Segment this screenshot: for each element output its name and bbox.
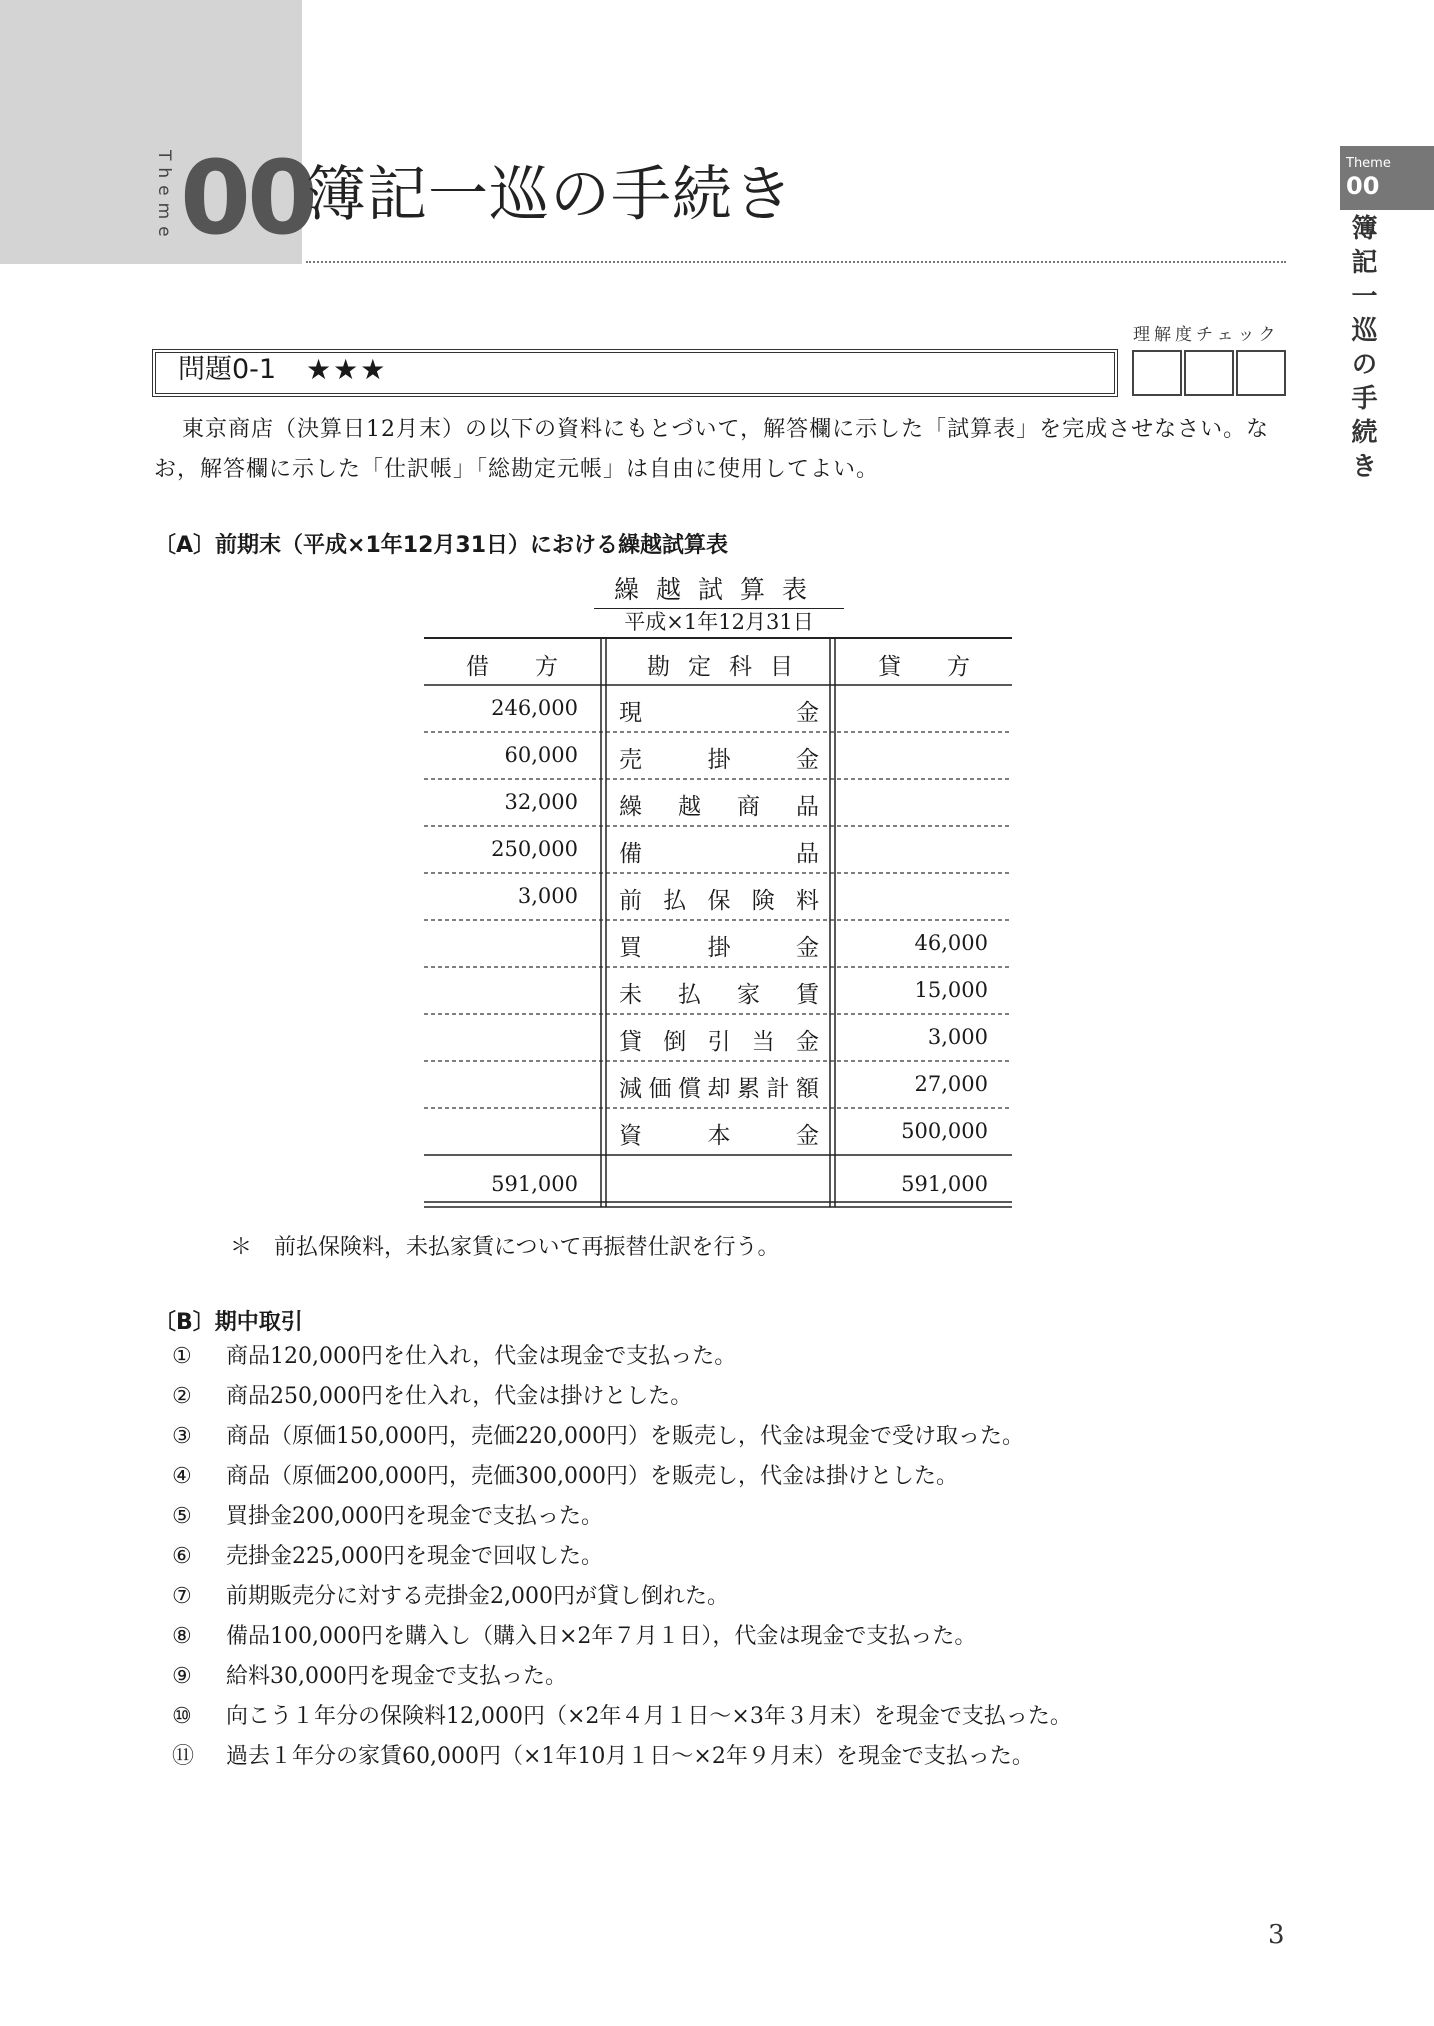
table-note: ＊ 前払保険料，未払家賃について再振替仕訳を行う。 [230, 1235, 780, 1260]
transaction-item [172, 1697, 1272, 1737]
check-box-2[interactable] [1184, 350, 1234, 396]
row-account: 資 本 金 [619, 1123, 819, 1149]
transaction-number: ⑨ [172, 1664, 192, 1689]
section-b-heading: 〔B〕期中取引 [154, 1310, 303, 1335]
transaction-number: ⑦ [172, 1584, 192, 1609]
row-debit: 246,000 [491, 696, 578, 720]
trial-balance-title: 繰越試算表 [594, 570, 844, 609]
transaction-number: ⑪ [172, 1744, 195, 1769]
row-account: 買 掛 金 [619, 935, 819, 961]
trial-balance-date: 平成×1年12月31日 [624, 610, 814, 634]
difficulty-stars: ★★★ [306, 353, 388, 386]
row-account: 繰 越 商 品 [619, 794, 819, 820]
transaction-item [172, 1497, 1272, 1537]
column-header-account: 勘定科目 [647, 654, 811, 680]
transaction-item [172, 1617, 1272, 1657]
row-credit: 500,000 [901, 1119, 988, 1143]
transaction-text: 売掛金225,000円を現金で回収した。 [226, 1544, 603, 1569]
transaction-number: ⑤ [172, 1504, 192, 1529]
transaction-number: ② [172, 1384, 192, 1409]
transaction-number: ④ [172, 1464, 192, 1489]
row-credit: 46,000 [914, 931, 988, 955]
transaction-number: ⑧ [172, 1624, 192, 1649]
transaction-text: 向こう１年分の保険料12,000円（×2年４月１日～×3年３月末）を現金で支払った。 [226, 1704, 1072, 1729]
transaction-item [172, 1657, 1272, 1697]
transaction-item [172, 1577, 1272, 1617]
transaction-item [172, 1337, 1272, 1377]
total-credit: 591,000 [901, 1172, 988, 1196]
transaction-item [172, 1457, 1272, 1497]
transaction-number: ⑥ [172, 1544, 192, 1569]
row-debit: 250,000 [491, 837, 578, 861]
page-title: 簿記一巡の手続き [306, 160, 794, 230]
transaction-text: 商品250,000円を仕入れ，代金は掛けとした。 [226, 1384, 693, 1409]
side-tab-theme-number: 00 [1346, 172, 1380, 200]
check-box-1[interactable] [1132, 350, 1182, 396]
row-account: 貸 倒 引 当 金 [619, 1029, 819, 1055]
page-number: 3 [1268, 1920, 1285, 1950]
side-tab-title: 簿記一巡の手続き [1347, 214, 1377, 486]
transaction-number: ③ [172, 1424, 192, 1449]
row-credit: 27,000 [914, 1072, 988, 1096]
problem-intro: 東京商店（決算日12月末）の以下の資料にもとづいて，解答欄に示した「試算表」を完成させなさい。なお，解答欄に示した「仕訳帳」「総勘定元帳」は自由に使用してよい。 [154, 417, 1270, 482]
column-header-credit: 貸 方 [878, 654, 970, 680]
transaction-number: ⑩ [172, 1704, 192, 1729]
row-debit: 32,000 [504, 790, 578, 814]
row-account: 備 品 [619, 841, 819, 867]
row-credit: 3,000 [927, 1025, 988, 1049]
understanding-check-label: 理解度チェック [1133, 325, 1280, 345]
row-account: 売 掛 金 [619, 747, 819, 773]
transaction-text: 給料30,000円を現金で支払った。 [226, 1664, 567, 1689]
transaction-text: 前期販売分に対する売掛金2,000円が貸し倒れた。 [226, 1584, 729, 1609]
transaction-item [172, 1377, 1272, 1417]
theme-number: 00 [180, 139, 314, 258]
transaction-number: ① [172, 1344, 192, 1369]
row-credit: 15,000 [914, 978, 988, 1002]
check-box-3[interactable] [1236, 350, 1286, 396]
row-account: 未 払 家 賃 [619, 982, 819, 1008]
row-debit: 3,000 [517, 884, 578, 908]
row-account: 現 金 [619, 700, 819, 726]
column-header-debit: 借 方 [466, 654, 558, 680]
transaction-item [172, 1737, 1272, 1777]
row-account: 前 払 保 険 料 [619, 888, 819, 914]
theme-word: Theme [154, 150, 174, 244]
side-tab-theme-word: Theme [1346, 156, 1391, 171]
transaction-text: 商品（原価200,000円，売価300,000円）を販売し，代金は掛けとした。 [226, 1464, 958, 1489]
total-debit: 591,000 [491, 1172, 578, 1196]
transaction-item [172, 1537, 1272, 1577]
transaction-text: 商品120,000円を仕入れ，代金は現金で支払った。 [226, 1344, 737, 1369]
problem-label: 問題0-1 [178, 354, 277, 385]
transaction-list [172, 1337, 1272, 1777]
row-debit: 60,000 [504, 743, 578, 767]
title-divider [306, 261, 1286, 263]
transaction-text: 買掛金200,000円を現金で支払った。 [226, 1504, 603, 1529]
transaction-item [172, 1417, 1272, 1457]
row-account: 減 価 償 却 累 計 額 [619, 1076, 819, 1102]
section-a-heading: 〔A〕前期末（平成×1年12月31日）における繰越試算表 [154, 533, 728, 558]
transaction-text: 過去１年分の家賃60,000円（×1年10月１日～×2年９月末）を現金で支払った。 [226, 1744, 1034, 1769]
transaction-text: 備品100,000円を購入し（購入日×2年７月１日），代金は現金で支払った。 [226, 1624, 977, 1649]
transaction-text: 商品（原価150,000円，売価220,000円）を販売し，代金は現金で受け取った。 [226, 1424, 1024, 1449]
problem-header-box [152, 349, 1118, 397]
